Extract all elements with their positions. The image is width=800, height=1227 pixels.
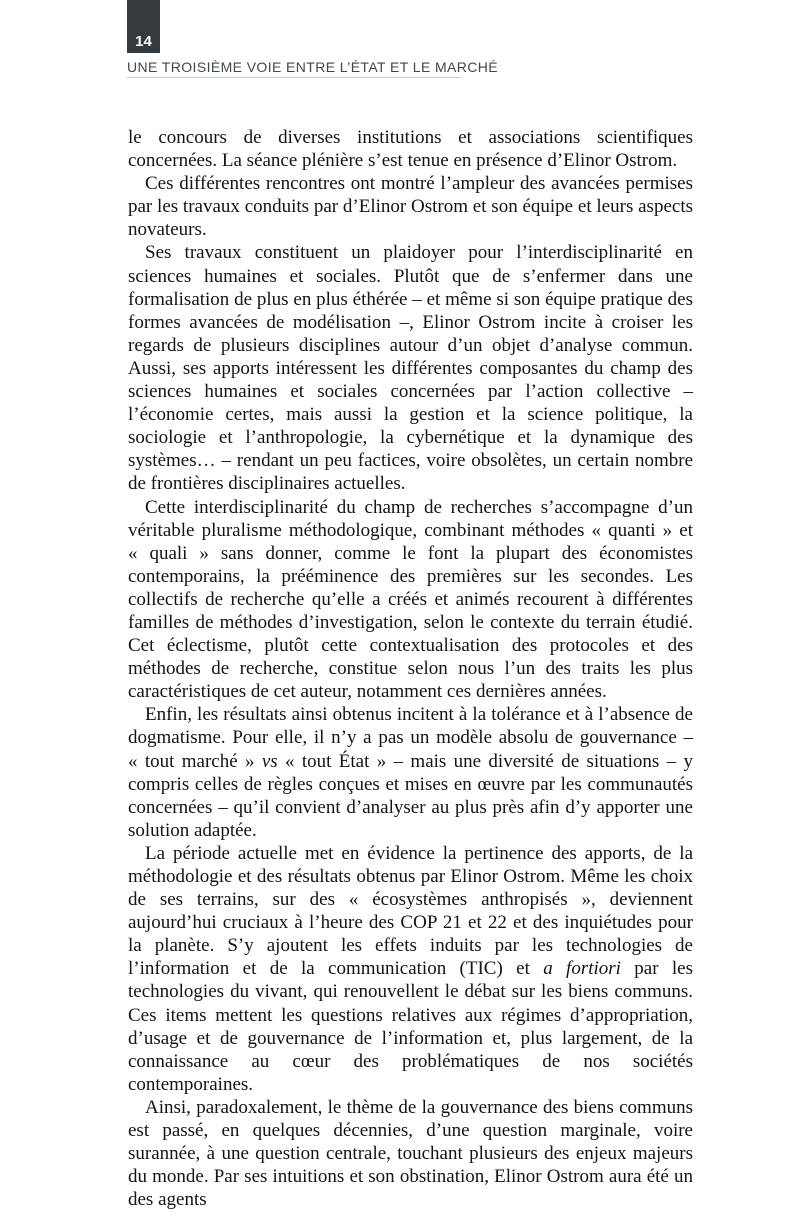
paragraph <box>128 703 693 842</box>
text-segment: Ainsi, paradoxalement, le thème de la gouvernance des biens communs est passé, en quelques décennies, d’une question marginale, voire surannée, à une question centrale, touchant plusieurs des enjeux majeurs du monde. Par ses intuitions et son obstination, Elinor Ostrom aura été un des agents <box>128 1096 693 1211</box>
italic-text: vs <box>261 750 278 772</box>
text-segment: La période actuelle met en évidence la pertinence des apports, de la méthodologie et des résultats obtenus par Elinor Ostrom. Même les choix de ses terrains, sur des « écosystèmes anthropisés », deviennent aujourd’hui cruciaux à l’heure des COP 21 et 22 et des inquiétudes pour la planète. S’y ajoutent les effets induits par les technologies de l’information et de la communication (TIC) et <box>128 842 693 980</box>
text-segment: Ses travaux constituent un plaidoyer pour l’interdisciplinarité en sciences humaines et sociales. Plutôt que de s’enfermer dans une formalisation de plus en plus éthérée – et même si son équipe pratique des formes avancées de modélisation –, Elinor Ostrom incite à croiser les regards de plusieurs disciplines autour d’un objet d’analyse commun. Aussi, ses apports intéressent les différentes composantes du champ des sciences humaines et sociales concernées par l’action collective – l’économie certes, mais aussi la gestion et la science politique, la sociologie et l’anthropologie, la cybernétique et la dynamique des systèmes… – rendant un peu factices, voire obsolètes, un certain nombre de frontières disciplinaires actuelles. <box>128 242 693 495</box>
paragraph <box>128 172 693 241</box>
paragraph <box>128 842 693 1096</box>
text-segment: Enfin, les résultats ainsi obtenus incitent à la tolérance et à l’absence de dogmatisme. Pour elle, il n’y a pas un modèle absolu de gouvernance – « tout marché » <box>128 704 693 772</box>
paragraph <box>128 126 693 172</box>
text-segment: Cette interdisciplinarité du champ de recherches s’accompagne d’un véritable pluralisme méthodologique, combinant méthodes « quanti » et « quali » sans donner, comme le font la plupart des économistes contemporains, la prééminence des premières sur les secondes. Les collectifs de recherche qu’elle a créés et animés recourent à différentes familles de méthodes d’investigation, selon le contexte du terrain étudié. Cet éclectisme, plutôt cette contextualisation des protocoles et des méthodes de recherche, constitue selon nous l’un des traits les plus caractéristiques de cet auteur, notamment ces dernières années. <box>128 496 693 703</box>
paragraph <box>128 496 693 704</box>
text-segment: Ces différentes rencontres ont montré l’ampleur des avancées permises par les travaux conduits par d’Elinor Ostrom et son équipe et leurs aspects novateurs. <box>128 173 693 241</box>
text-segment: « tout État » – mais une diversité de situations – y compris celles de règles conçues et mises en œuvre par les communautés concernées – qu’il convient d’analyser au plus près afin d’y apporter une solution adaptée. <box>128 750 694 841</box>
page-number-tab <box>127 0 160 53</box>
body-text <box>128 126 693 1211</box>
paragraph <box>128 1096 693 1211</box>
paragraph <box>128 241 693 495</box>
text-segment: le concours de diverses institutions et associations scientifiques concernées. La séance plénière s’est tenue en présence d’Elinor Ostrom. <box>128 127 693 172</box>
text-segment: par les technologies du vivant, qui renouvellent le débat sur les biens communs. Ces items mettent les questions relatives aux régimes d’appropriation, d’usage et de gouvernance de l’information et, plus largement, de la connaissance au cœur des problématiques de nos sociétés contemporaines. <box>128 958 693 1095</box>
page-number: 14 <box>135 33 152 50</box>
running-header: UNE TROISIÈME VOIE ENTRE L’ÉTAT ET LE MARCHÉ <box>127 59 499 75</box>
header-rule-divider <box>127 77 461 78</box>
italic-text: a fortiori <box>543 958 621 980</box>
